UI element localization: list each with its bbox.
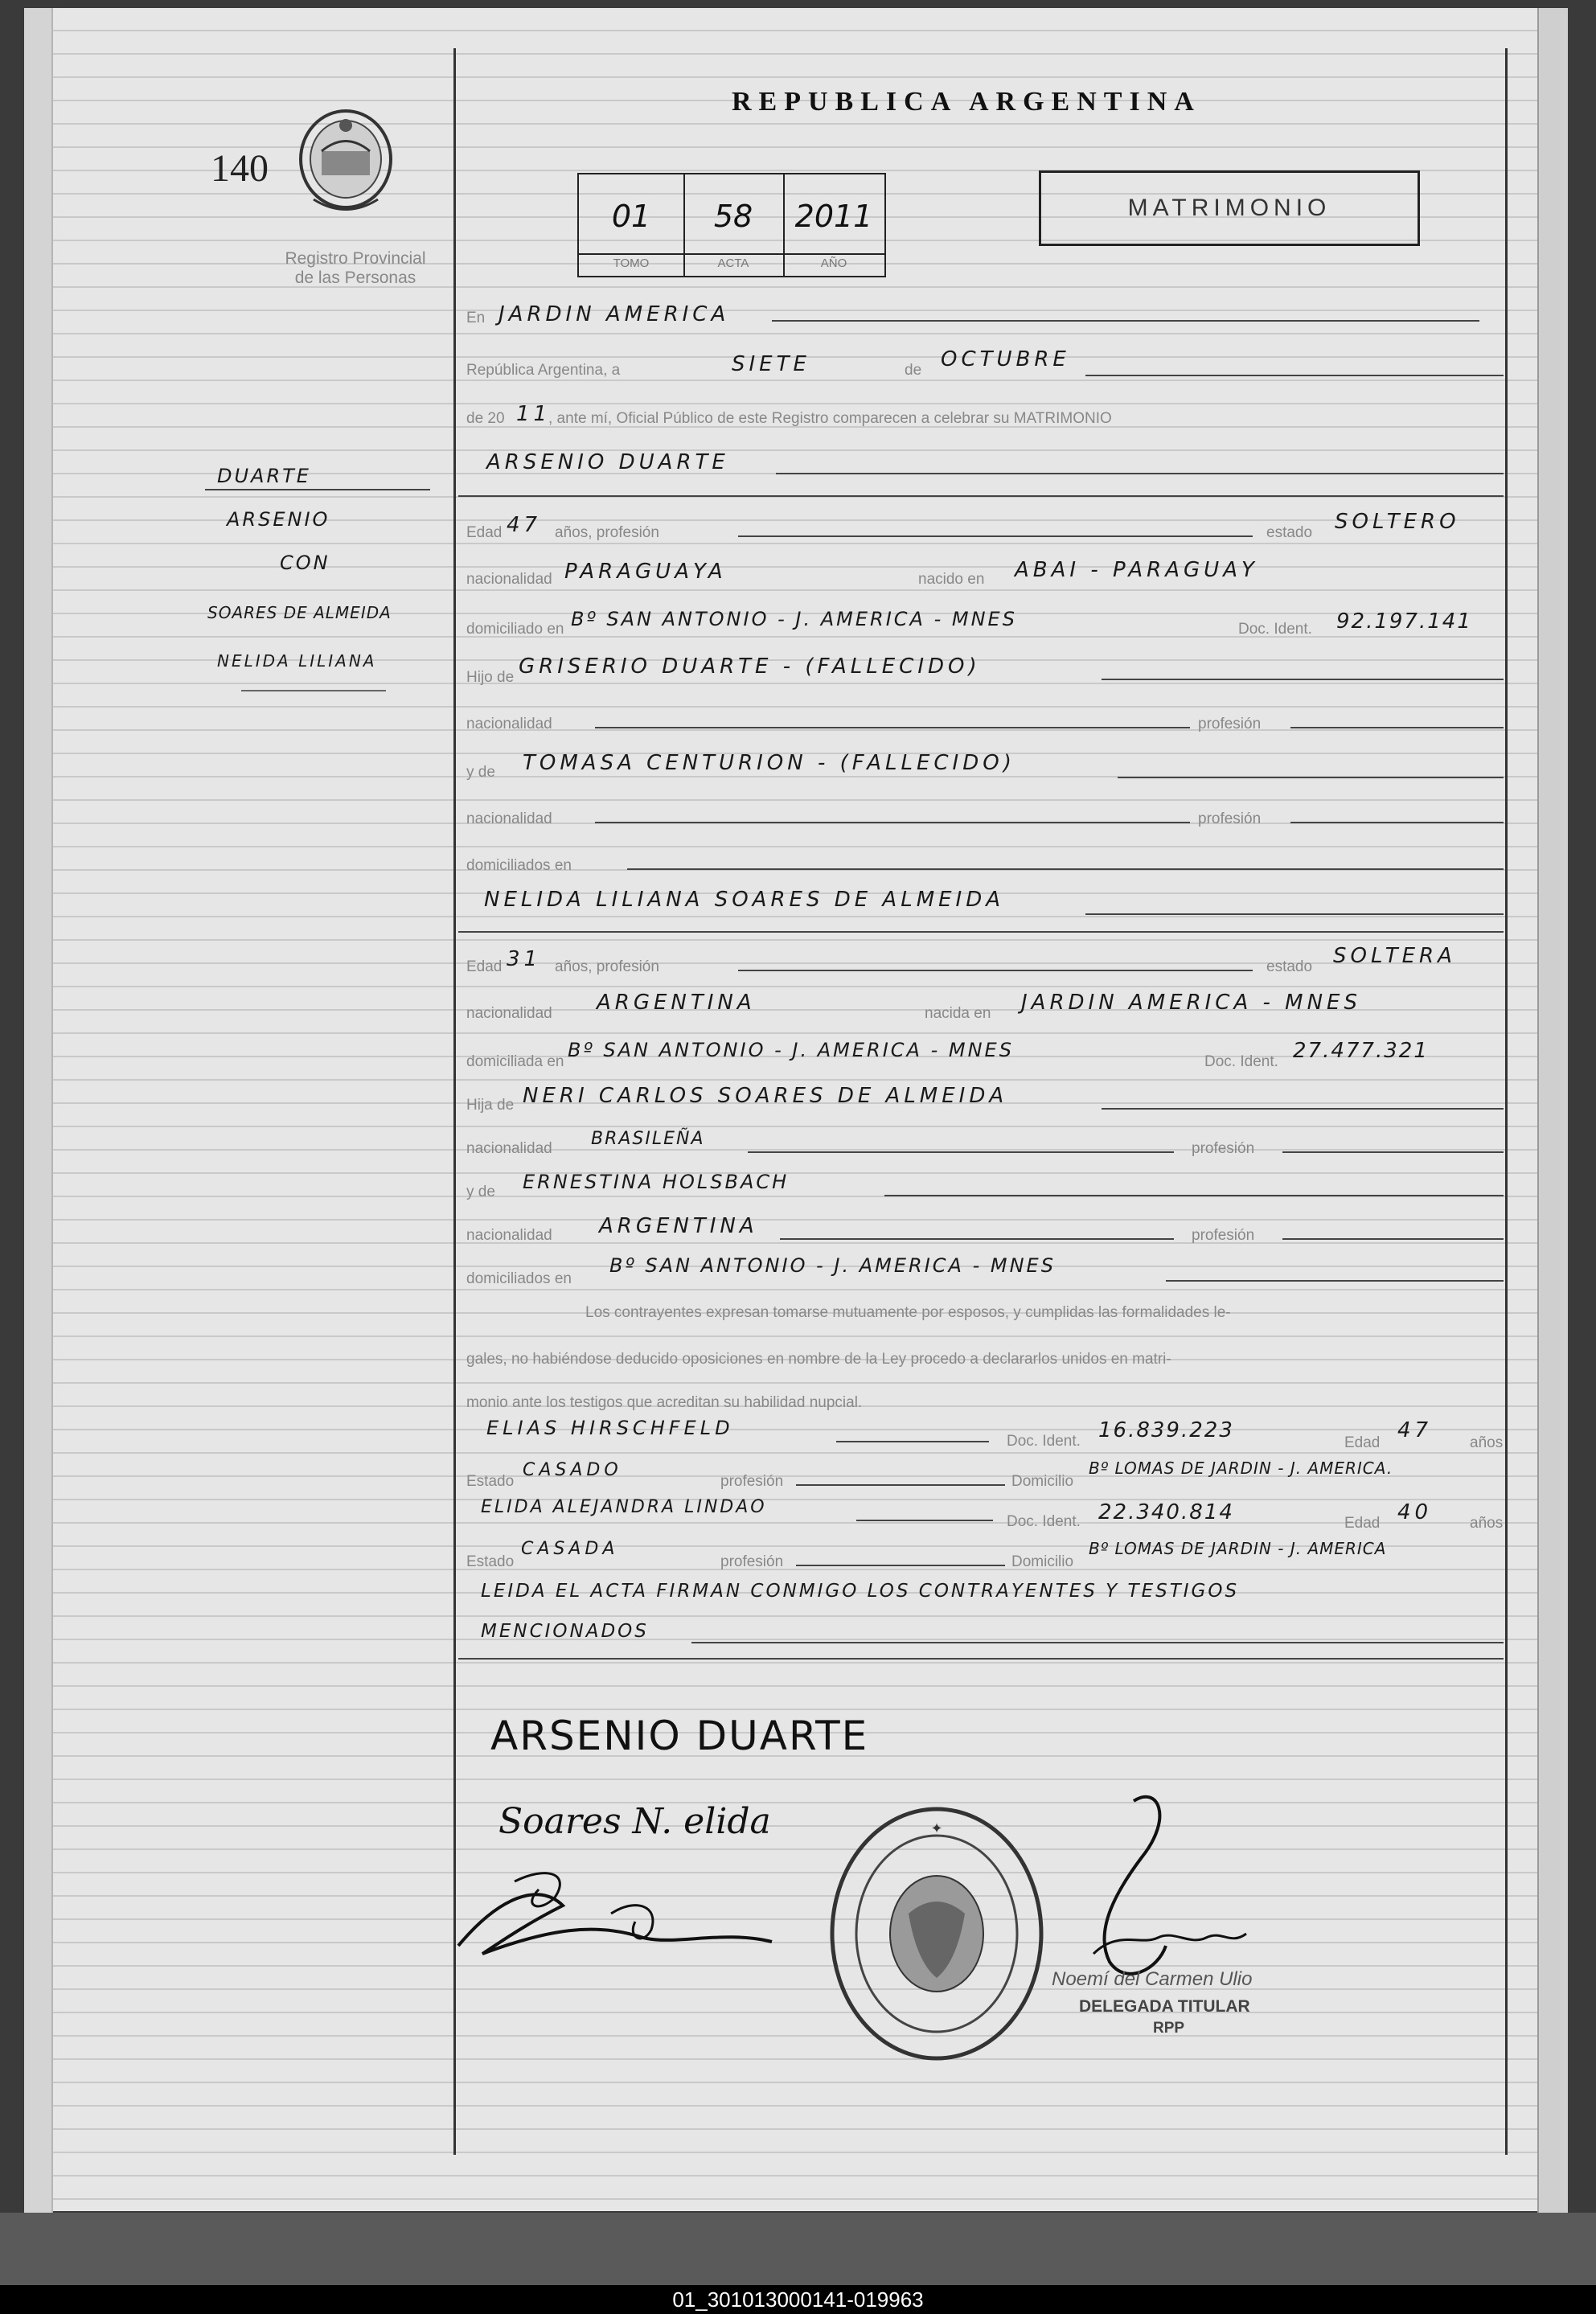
witness1-age: 47 <box>1397 1418 1433 1442</box>
appearance-text: , ante mí, Oficial Público de este Registro comparecen a celebrar su MATRIMONIO <box>548 410 1112 427</box>
closing-line-1: LEIDA EL ACTA FIRMAN CONMIGO LOS CONTRAYENTES Y TESTIGOS <box>481 1581 1240 1602</box>
official-title: DELEGADA TITULAR <box>1079 1997 1250 2016</box>
margin-surname: DUARTE <box>217 465 311 487</box>
field-line <box>1166 1280 1504 1282</box>
nacionalidad-label: nacionalidad <box>466 810 552 827</box>
field-line <box>691 1642 1504 1643</box>
groom-estado: SOLTERO <box>1335 510 1460 534</box>
svg-text:✦: ✦ <box>930 1820 943 1836</box>
bride-mother-nationality: ARGENTINA <box>599 1214 758 1238</box>
closing-line-2: MENCIONADOS <box>481 1621 649 1642</box>
field-line <box>1282 1238 1504 1240</box>
en-label: En <box>466 310 486 326</box>
groom-doc: 92.197.141 <box>1336 609 1472 634</box>
field-line <box>1102 679 1504 680</box>
margin-given-name: ARSENIO <box>227 508 330 531</box>
nacionalidad-label: nacionalidad <box>466 1140 552 1157</box>
acta-label: ACTA <box>683 253 783 276</box>
bride-father: NERI CARLOS SOARES DE ALMEIDA <box>523 1084 1008 1108</box>
profesion-label: profesión <box>720 1553 784 1570</box>
hija-label: Hija de <box>466 1097 515 1114</box>
profesion-label: profesión <box>1198 716 1262 732</box>
field-line <box>595 822 1190 823</box>
acta-cell <box>683 174 785 276</box>
field-line <box>1290 822 1504 823</box>
field-line <box>1085 375 1504 376</box>
tomo-cell <box>579 174 685 276</box>
witness2-address: Bº LOMAS DE JARDIN - J. AMERICA <box>1089 1539 1387 1558</box>
year-value: 11 <box>516 402 552 426</box>
coat-of-arms-icon <box>289 103 402 224</box>
domiciliada-label: domiciliada en <box>466 1053 564 1070</box>
tomo-value: 01 <box>611 199 651 234</box>
page-edge <box>1537 8 1568 2219</box>
registry-name <box>251 249 460 288</box>
profesion-label: profesión <box>1192 1227 1255 1244</box>
bride-signature: Soares N. elida <box>498 1801 771 1842</box>
witness1-doc: 16.839.223 <box>1098 1418 1234 1442</box>
domiciliados-label: domiciliados en <box>466 1270 572 1287</box>
field-line <box>772 320 1479 322</box>
section-rule <box>458 1658 1504 1660</box>
bride-name: NELIDA LILIANA SOARES DE ALMEIDA <box>484 888 1005 912</box>
margin-rule <box>241 690 386 691</box>
bride-parents-address: Bº SAN ANTONIO - J. AMERICA - MNES <box>609 1254 1056 1277</box>
field-line <box>836 1441 989 1442</box>
domiciliados-label: domiciliados en <box>466 857 572 874</box>
ano-label: AÑO <box>783 253 884 276</box>
bride-address: Bº SAN ANTONIO - J. AMERICA - MNES <box>568 1039 1014 1061</box>
page-number: 140 <box>211 147 269 190</box>
right-border <box>1505 48 1508 2155</box>
profesion-label: profesión <box>1192 1140 1255 1157</box>
edad-label: Edad <box>1344 1515 1381 1532</box>
witness2-age: 40 <box>1397 1500 1433 1524</box>
field-line <box>738 970 1253 971</box>
field-line <box>1290 727 1504 728</box>
nacida-en-label: nacida en <box>925 1005 991 1022</box>
republica-label: República Argentina, a <box>466 362 621 379</box>
act-type-box: MATRIMONIO <box>1039 170 1420 246</box>
margin-rule <box>205 489 430 490</box>
bride-estado: SOLTERA <box>1333 944 1456 968</box>
day-value: SIETE <box>732 352 810 376</box>
margin-bride-surname: SOARES DE ALMEIDA <box>207 603 392 622</box>
yde-label: y de <box>466 764 495 781</box>
field-line <box>595 727 1190 728</box>
official-code: RPP <box>1153 2020 1185 2037</box>
bride-father-nationality: BRASILEÑA <box>591 1129 705 1149</box>
edad-label: Edad <box>1344 1434 1381 1451</box>
bride-doc: 27.477.321 <box>1293 1039 1429 1063</box>
estado-label: estado <box>1266 958 1313 975</box>
ano-value: 2011 <box>794 199 873 234</box>
section-rule <box>458 931 1504 933</box>
witness1-name: ELIAS HIRSCHFELD <box>486 1417 734 1439</box>
witness1-estado: CASADO <box>523 1460 622 1480</box>
domicilio-label: Domicilio <box>1011 1473 1074 1490</box>
acta-value: 58 <box>713 199 753 234</box>
bride-age: 31 <box>507 947 542 971</box>
bride-birthplace: JARDIN AMERICA - MNES <box>1021 991 1361 1015</box>
groom-signature: ARSENIO DUARTE <box>490 1713 869 1759</box>
registry-line-2: de las Personas <box>294 269 416 287</box>
witness2-name: ELIDA ALEJANDRA LINDAO <box>481 1497 767 1517</box>
anos-label: años <box>1470 1515 1504 1532</box>
doc-ident-label: Doc. Ident. <box>1007 1513 1081 1530</box>
estado-cap-label: Estado <box>466 1553 515 1570</box>
margin-divider <box>453 48 456 2155</box>
book-binding <box>24 8 53 2219</box>
edad-label: Edad <box>466 524 503 541</box>
field-line <box>884 1195 1504 1196</box>
doc-ident-label: Doc. Ident. <box>1238 621 1312 638</box>
doc-ident-label: Doc. Ident. <box>1007 1433 1081 1450</box>
nacionalidad-label: nacionalidad <box>466 571 552 588</box>
field-line <box>738 535 1253 537</box>
country-title: REPUBLICA ARGENTINA <box>732 87 1201 117</box>
bride-nationality: ARGENTINA <box>597 991 756 1015</box>
field-line <box>748 1151 1174 1153</box>
tomo-acta-ano-box <box>577 173 886 277</box>
groom-mother: TOMASA CENTURION - (FALLECIDO) <box>523 751 1015 775</box>
de-label: de <box>905 362 922 379</box>
field-line <box>796 1484 1005 1486</box>
witness-signature-icon <box>434 1849 852 1978</box>
witness1-address: Bº LOMAS DE JARDIN - J. AMERICA. <box>1089 1459 1393 1478</box>
witness2-doc: 22.340.814 <box>1098 1500 1234 1524</box>
groom-address: Bº SAN ANTONIO - J. AMERICA - MNES <box>571 608 1017 630</box>
declaration-line-1: Los contrayentes expresan tomarse mutuamente por esposos, y cumplidas las formalidades le- <box>585 1304 1231 1321</box>
edad-label: Edad <box>466 958 503 975</box>
official-stamp-icon <box>820 1801 1053 2066</box>
anos-profesion-label: años, profesión <box>555 524 659 541</box>
field-line <box>796 1565 1005 1566</box>
groom-father: GRISERIO DUARTE - (FALLECIDO) <box>519 654 981 679</box>
nacido-en-label: nacido en <box>918 571 985 588</box>
doc-ident-label: Doc. Ident. <box>1204 1053 1278 1070</box>
field-line <box>1118 777 1504 778</box>
yde-label: y de <box>466 1184 495 1200</box>
field-line <box>1282 1151 1504 1153</box>
estado-cap-label: Estado <box>466 1473 515 1490</box>
domicilio-label: Domicilio <box>1011 1553 1074 1570</box>
declaration-line-3: monio ante los testigos que acreditan su habilidad nupcial. <box>466 1394 863 1411</box>
profesion-label: profesión <box>1198 810 1262 827</box>
register-page <box>24 8 1568 2211</box>
file-id-caption: 01_301013000141-019963 <box>0 2285 1596 2314</box>
margin-con: CON <box>280 552 330 574</box>
nacionalidad-label: nacionalidad <box>466 716 552 732</box>
nacionalidad-label: nacionalidad <box>466 1005 552 1022</box>
hijo-label: Hijo de <box>466 669 515 686</box>
field-line <box>776 473 1504 474</box>
ano-cell <box>783 174 884 276</box>
field-line <box>856 1520 993 1521</box>
year-prefix: de 20 <box>466 410 505 427</box>
registry-line-1: Registro Provincial <box>285 249 426 268</box>
field-line <box>627 868 1504 870</box>
groom-birthplace: ABAI - PARAGUAY <box>1015 558 1258 582</box>
bride-mother: ERNESTINA HOLSBACH <box>523 1171 790 1193</box>
anos-profesion-label: años, profesión <box>555 958 659 975</box>
section-rule <box>458 495 1504 497</box>
profesion-label: profesión <box>720 1473 784 1490</box>
margin-bride-name: NELIDA LILIANA <box>217 651 377 671</box>
nacionalidad-label: nacionalidad <box>466 1227 552 1244</box>
witness2-estado: CASADA <box>521 1539 619 1559</box>
groom-nationality: PARAGUAYA <box>564 560 727 584</box>
official-name: Noemí del Carmen Ulio <box>1052 1968 1253 1990</box>
declaration-line-2: gales, no habiéndose deducido oposiciones en nombre de la Ley procedo a declararlos unidos en matri- <box>466 1351 1171 1368</box>
anos-label: años <box>1470 1434 1504 1451</box>
field-line <box>780 1238 1174 1240</box>
tomo-label: TOMO <box>579 253 683 276</box>
field-line <box>1102 1108 1504 1110</box>
scanner-background <box>0 2213 1596 2285</box>
groom-age: 47 <box>507 513 542 537</box>
month-value: OCTUBRE <box>941 347 1070 371</box>
groom-name: ARSENIO DUARTE <box>486 450 729 474</box>
domiciliado-label: domiciliado en <box>466 621 564 638</box>
field-line <box>1085 913 1504 915</box>
estado-label: estado <box>1266 524 1313 541</box>
place-value: JARDIN AMERICA <box>498 302 730 326</box>
